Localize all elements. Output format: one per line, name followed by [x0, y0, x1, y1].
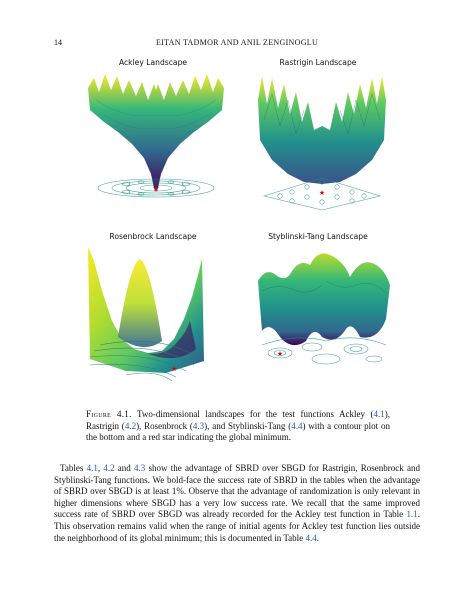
table-link[interactable]: 4.1 — [86, 463, 98, 473]
caption-text: ), Rosenbrock ( — [136, 420, 193, 431]
body-paragraph — [54, 463, 420, 544]
rosenbrock-plot — [86, 241, 204, 387]
rosenbrock-title: Rosenbrock Landscape — [109, 232, 197, 241]
rosenbrock-star: ★ — [170, 365, 178, 373]
body-text: . — [316, 532, 319, 543]
rastrigin-surface — [258, 76, 386, 184]
page-number: 14 — [54, 38, 62, 47]
caption-text: ) with a contour plot on the bottom and a red star indicating the global minimum. — [86, 420, 390, 443]
table-link[interactable]: 1.1 — [406, 509, 418, 520]
table-link[interactable]: 4.3 — [134, 463, 146, 473]
body-text: and — [114, 463, 135, 473]
styblinski-plot — [256, 241, 392, 373]
caption-label: Figure 4.1. — [86, 409, 132, 419]
rastrigin-title: Rastrigin Landscape — [279, 58, 357, 67]
ackley-title: Ackley Landscape — [118, 58, 188, 67]
figure-caption — [86, 409, 390, 444]
running-head: EITAN TADMOR AND ANIL ZENGINOGLU — [155, 38, 319, 47]
rastrigin-plot — [252, 70, 392, 210]
styblinski-surface — [258, 253, 390, 345]
caption-text: ), and Styblinski-Tang ( — [204, 420, 292, 431]
table-link[interactable]: 4.2 — [103, 463, 115, 473]
body-text: Tables — [60, 463, 87, 473]
table-link[interactable]: 4.4 — [305, 532, 317, 543]
styblinski-title: Styblinski-Tang Landscape — [268, 232, 368, 241]
caption-text: Two-dimensional landscapes for the test functions Ackley ( — [131, 409, 374, 419]
body-text: . This observation remains valid when the range of initial agents for Ackley test function lies outside the neighborhood of its global minimum; this is documented in Table — [54, 509, 420, 543]
rastrigin-star: ★ — [318, 189, 326, 197]
caption-eq-link[interactable]: 4.3 — [192, 420, 205, 431]
ackley-star: ★ — [152, 184, 160, 193]
body-text: , — [97, 463, 104, 473]
page-header — [54, 38, 420, 50]
ackley-surface — [88, 74, 224, 192]
caption-eq-link[interactable]: 4.1 — [373, 409, 385, 419]
ackley-plot — [86, 70, 226, 198]
body-text: show the advantage of SBRD over SBGD for Rastrigin, Rosenbrock and Styblinski-Tang functions. We bold-face the success rate of SBRD in the tables when the advantage of SBRD over SBGD is at least 1%. Observe that the advantage of randomization is only relevant in higher dimensions where SBGD has a very low success rate. We recall that the same improved success rate of SBRD over SBGD was already recorded for the Ackley test function in Table — [54, 463, 420, 520]
caption-text: ), Rastrigin ( — [86, 409, 391, 431]
caption-eq-link[interactable]: 4.4 — [291, 420, 303, 431]
caption-eq-link[interactable]: 4.2 — [124, 420, 137, 431]
styblinski-star: ★ — [276, 350, 284, 358]
